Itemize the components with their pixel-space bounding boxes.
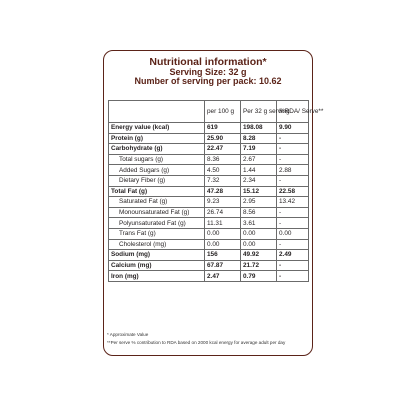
- nutrition-panel: [103, 50, 324, 356]
- per-100g-value: 4.50: [205, 165, 241, 176]
- serving-size: Serving Size: 32 g: [169, 67, 247, 78]
- rda-value: -: [277, 260, 309, 271]
- column-header: per 100 g: [205, 101, 241, 123]
- panel-header: [104, 57, 312, 87]
- rda-value: -: [277, 218, 309, 229]
- footnote-rda: **Per serve % contribution to RDA based on 2000 kcal energy for average adult per day: [107, 340, 286, 345]
- per-100g-value: 0.00: [205, 239, 241, 250]
- rda-value: 2.88: [277, 165, 309, 176]
- rda-value: 0.00: [277, 228, 309, 239]
- per-100g-value: 8.36: [205, 154, 241, 165]
- rda-value: 9.90: [277, 123, 309, 134]
- column-header: %RDA/ Serve**: [277, 101, 309, 123]
- table-row: [109, 144, 309, 155]
- header-row: [109, 101, 309, 123]
- row-label: Cholesterol (mg): [109, 239, 205, 250]
- per-serving-value: 7.19: [241, 144, 277, 155]
- per-serving-value: 8.56: [241, 207, 277, 218]
- per-serving-value: 49.92: [241, 250, 277, 261]
- row-label: Calcium (mg): [109, 260, 205, 271]
- rda-value: -: [277, 207, 309, 218]
- table-row: [109, 250, 309, 261]
- per-serving-value: 2.34: [241, 175, 277, 186]
- rda-value: -: [277, 133, 309, 144]
- per-100g-value: 47.28: [205, 186, 241, 197]
- per-100g-value: 619: [205, 123, 241, 134]
- row-label: Total Fat (g): [109, 186, 205, 197]
- table-row: [109, 175, 309, 186]
- row-label: Saturated Fat (g): [109, 197, 205, 208]
- row-label: Iron (mg): [109, 271, 205, 282]
- rda-value: 22.58: [277, 186, 309, 197]
- table-row: [109, 239, 309, 250]
- per-100g-value: 2.47: [205, 271, 241, 282]
- table-row: [109, 260, 309, 271]
- rda-value: -: [277, 154, 309, 165]
- row-label: Polyunsaturated Fat (g): [109, 218, 205, 229]
- rda-value: -: [277, 175, 309, 186]
- rda-value: -: [277, 144, 309, 155]
- per-100g-value: 22.47: [205, 144, 241, 155]
- per-serving-value: 0.00: [241, 228, 277, 239]
- row-label: Trans Fat (g): [109, 228, 205, 239]
- row-label: Dietary Fiber (g): [109, 175, 205, 186]
- rda-value: 2.49: [277, 250, 309, 261]
- per-serving-value: 3.61: [241, 218, 277, 229]
- per-serving-value: 2.95: [241, 197, 277, 208]
- per-100g-value: 11.31: [205, 218, 241, 229]
- per-serving-value: 1.44: [241, 165, 277, 176]
- per-100g-value: 26.74: [205, 207, 241, 218]
- per-serving-value: 198.08: [241, 123, 277, 134]
- rda-value: -: [277, 271, 309, 282]
- per-100g-value: 9.23: [205, 197, 241, 208]
- per-100g-value: 25.90: [205, 133, 241, 144]
- row-label: Monounsaturated Fat (g): [109, 207, 205, 218]
- column-header: Per 32 g serving: [241, 101, 277, 123]
- per-100g-value: 67.87: [205, 260, 241, 271]
- per-100g-value: 0.00: [205, 228, 241, 239]
- row-label: Energy value (kcal): [109, 123, 205, 134]
- per-serving-value: 0.00: [241, 239, 277, 250]
- nutrition-table: [108, 100, 324, 282]
- column-header: [109, 101, 205, 123]
- panel-title: Nutritional information*: [149, 56, 267, 68]
- table-row: [109, 123, 309, 134]
- table-row: [109, 207, 309, 218]
- table-row: [109, 186, 309, 197]
- row-label: Carbohydrate (g): [109, 144, 205, 155]
- table-row: [109, 133, 309, 144]
- footnote-approximate: * Approximate Value: [107, 332, 149, 337]
- rda-value: -: [277, 239, 309, 250]
- row-label: Sodium (mg): [109, 250, 205, 261]
- table-row: [109, 197, 309, 208]
- per-serving-value: 2.67: [241, 154, 277, 165]
- row-label: Added Sugars (g): [109, 165, 205, 176]
- table-row: [109, 218, 309, 229]
- per-serving-value: 0.79: [241, 271, 277, 282]
- per-100g-value: 7.32: [205, 175, 241, 186]
- servings-per-pack: Number of serving per pack: 10.62: [134, 76, 282, 87]
- table-row: [109, 228, 309, 239]
- table-row: [109, 271, 309, 282]
- rda-value: 13.42: [277, 197, 309, 208]
- per-serving-value: 8.28: [241, 133, 277, 144]
- per-serving-value: 15.12: [241, 186, 277, 197]
- table-row: [109, 154, 309, 165]
- row-label: Total sugars (g): [109, 154, 205, 165]
- per-serving-value: 21.72: [241, 260, 277, 271]
- table-row: [109, 165, 309, 176]
- per-100g-value: 156: [205, 250, 241, 261]
- row-label: Protein (g): [109, 133, 205, 144]
